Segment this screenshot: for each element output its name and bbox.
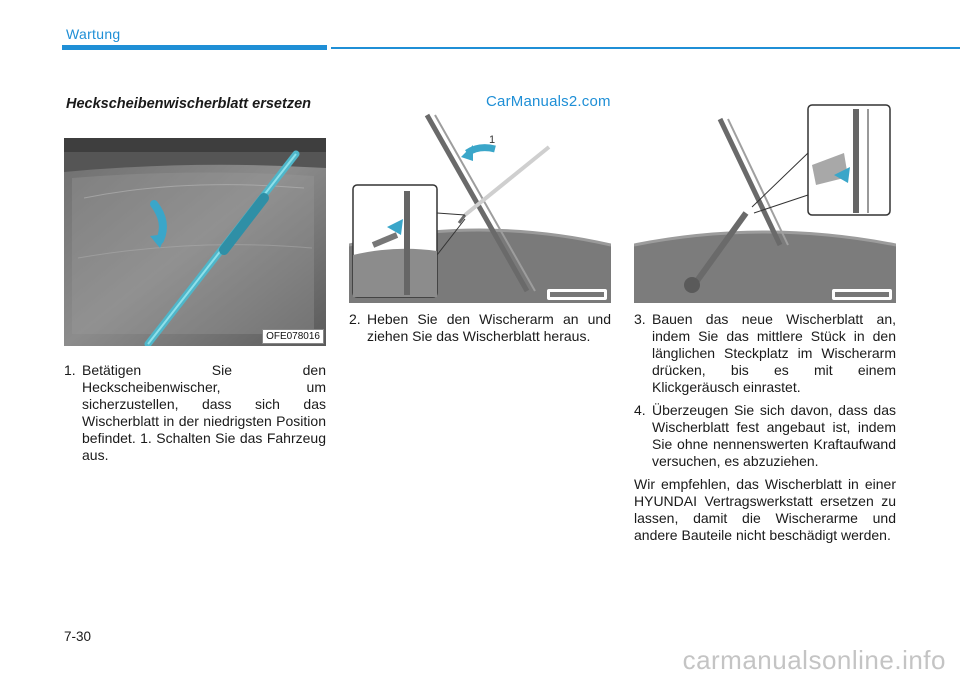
header-rule-thin (331, 47, 960, 49)
page-number: 7-30 (64, 629, 92, 644)
step-1 (64, 362, 326, 464)
step-2 (349, 311, 611, 345)
install-wiper-illustration (634, 95, 896, 303)
figure-code-placeholder (832, 289, 892, 300)
header-rule-thick (62, 45, 327, 50)
step-4 (634, 402, 896, 470)
figure-install-wiper-blade (634, 95, 896, 303)
note-paragraph: Wir empfehlen, das Wischerblatt in einer HYUNDAI Vertragswerkstatt ersetzen zu lassen, damit die Wischerarme und andere Bauteile nicht beschädigt werden. (634, 476, 896, 543)
step-number: 2. (349, 311, 361, 327)
column-middle-text (349, 311, 611, 351)
site-watermark: CarManuals2.com (486, 93, 611, 110)
figure-lift-wiper-arm (349, 95, 611, 303)
figure-rear-wiper (64, 138, 326, 346)
step-text: Bauen das neue Wischerblatt an, indem Sie das mittlere Stück in den länglichen Steckplatz im Wischerarm drücken, bis es mit einem Klickgeräusch einrastet. (652, 311, 896, 395)
step-text: Heben Sie den Wischerarm an und ziehen Sie das Wischerblatt heraus. (367, 311, 611, 344)
figure-code: OFE078016 (262, 329, 324, 344)
callout-number: 1 (489, 134, 496, 146)
footer-watermark: carmanualsonline.info (682, 645, 946, 675)
figure-code-placeholder (547, 289, 607, 300)
column-right-text (634, 311, 896, 544)
section-title: Wartung (66, 26, 121, 42)
step-number: 3. (634, 311, 646, 327)
column-left-text (64, 362, 326, 470)
section-heading: Heckscheibenwischerblatt ersetzen (66, 96, 311, 112)
step-number: 1. (64, 362, 76, 378)
step-text: Betätigen Sie den Heckscheibenwischer, um sicherzustellen, dass sich das Wischerblatt in der niedrigsten Position befindet. 1. Schalten Sie das Fahrzeug aus. (82, 362, 326, 463)
step-3 (634, 311, 896, 396)
rear-wiper-illustration (64, 138, 326, 346)
step-number: 4. (634, 402, 646, 418)
lift-wiper-illustration (349, 95, 611, 303)
step-text: Überzeugen Sie sich davon, dass das Wischerblatt fest angebaut ist, indem Sie ohne nennenswerten Kraftaufwand versuchen, es abzuziehen. (652, 402, 896, 469)
